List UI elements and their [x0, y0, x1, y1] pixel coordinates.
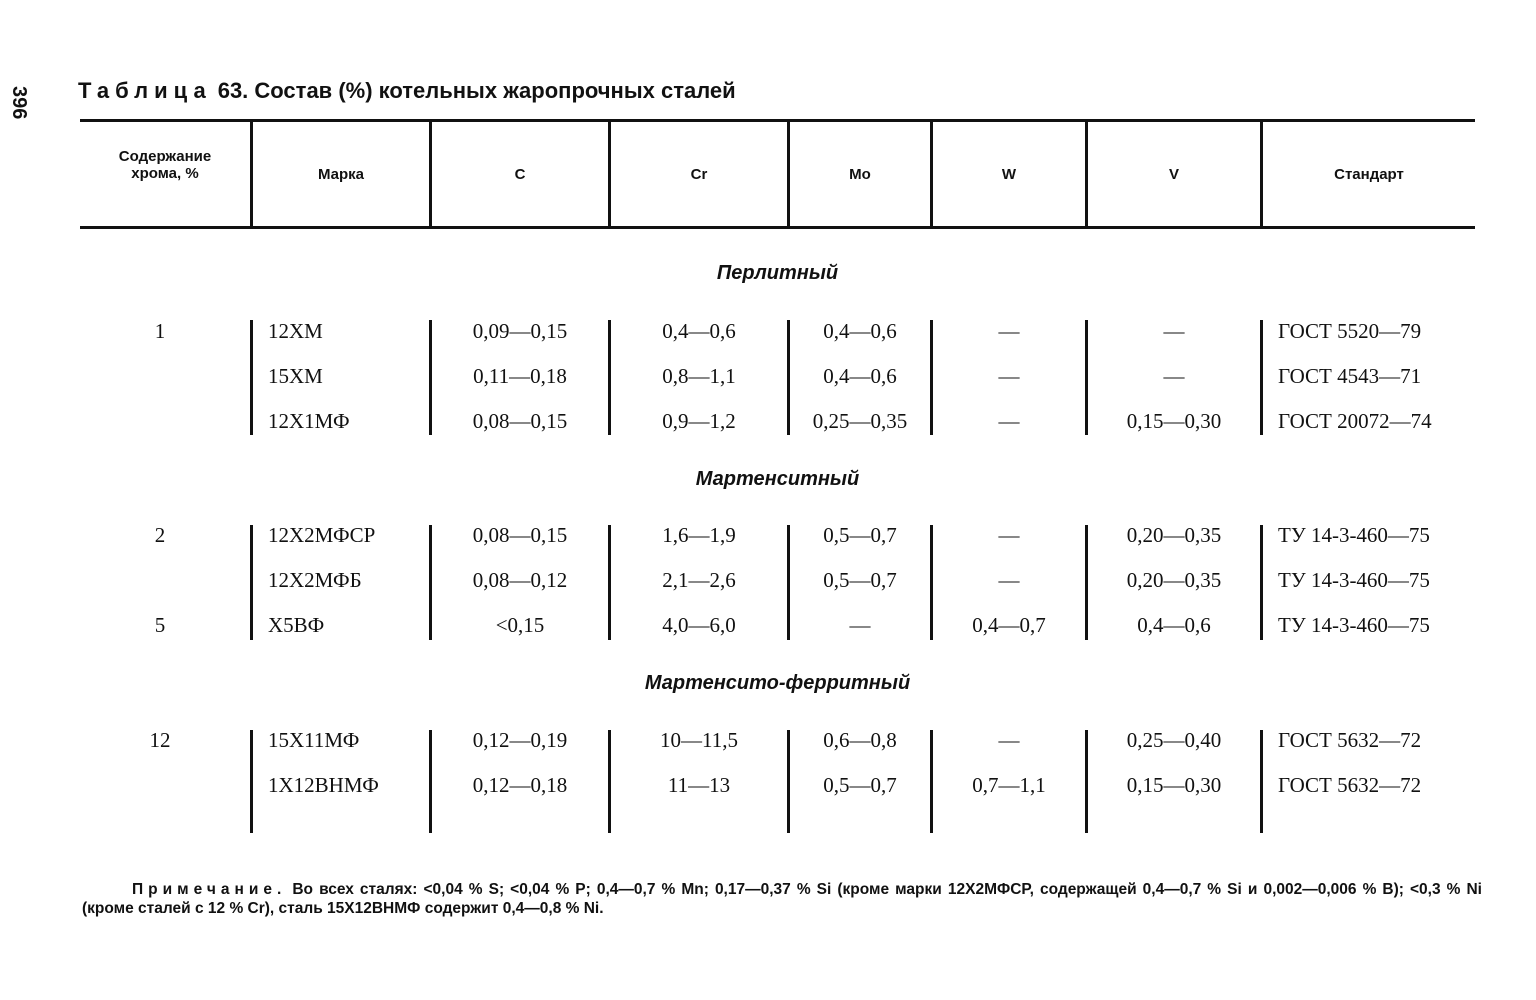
column-divider: [250, 320, 253, 435]
cell-chrome: [110, 406, 210, 436]
cell-standard: ТУ 14-3-460—75: [1278, 613, 1430, 637]
page-number: 396: [8, 86, 30, 120]
cell-w: —: [998, 319, 1020, 343]
cell-standard: ГОСТ 5632—72: [1278, 728, 1422, 752]
table-header-rule: [80, 226, 1475, 229]
header-chrome-content: [80, 148, 250, 182]
cell-w: —: [998, 364, 1020, 388]
cell-v: 0,15—0,30: [1126, 773, 1222, 797]
cell-c: <0,15: [495, 613, 545, 637]
cell-grade: 15Х11МФ: [268, 728, 360, 752]
cell-mo: 0,4—0,6: [823, 319, 897, 343]
header-cr: Cr: [690, 165, 708, 183]
cell-mo: 0,5—0,7: [823, 773, 897, 797]
header-w: W: [1001, 165, 1017, 183]
section-heading: Мартенситный: [695, 468, 860, 490]
cell-standard: ТУ 14-3-460—75: [1278, 523, 1430, 547]
cell-c: 0,11—0,18: [473, 364, 567, 388]
cell-grade: 12Х2МФСР: [268, 523, 376, 547]
cell-w: —: [998, 523, 1020, 547]
note-text: Во всех сталях: <0,04 % S; <0,04 % P; 0,4—0,7 % Mn; 0,17—0,37 % Si (кроме марки 12Х2МФСР, содержащей 0,4—0,7 % Si и 0,002—0,006 % B); <0,3 % Ni (кроме сталей с 12 % Cr), сталь 15Х12ВНМФ содержит 0,4—0,8 % Ni.: [82, 881, 1487, 917]
note-label: Примечание.: [132, 881, 287, 898]
cell-chrome: [110, 770, 210, 800]
cell-cr: 1,6—1,9: [662, 523, 736, 547]
cell-mo: 0,5—0,7: [823, 568, 897, 592]
cell-chrome: [110, 361, 210, 391]
cell-cr: 4,0—6,0: [662, 613, 736, 637]
cell-standard: ГОСТ 4543—71: [1278, 364, 1422, 388]
cell-c: 0,12—0,18: [472, 773, 568, 797]
cell-w: 0,4—0,7: [972, 613, 1046, 637]
cell-w: —: [998, 728, 1020, 752]
cell-grade: 1Х12ВНМФ: [268, 773, 379, 797]
cell-v: 0,15—0,30: [1126, 409, 1222, 433]
cell-v: —: [1163, 364, 1185, 388]
cell-mo: 0,5—0,7: [823, 523, 897, 547]
header-v: V: [1168, 165, 1179, 183]
cell-grade: 15ХМ: [268, 364, 323, 388]
cell-v: 0,20—0,35: [1126, 568, 1222, 592]
cell-standard: ГОСТ 5520—79: [1278, 319, 1422, 343]
cell-c: 0,08—0,15: [472, 523, 568, 547]
cell-grade: 12ХМ: [268, 319, 323, 343]
cell-chrome: [110, 565, 210, 595]
cell-cr: 0,8—1,1: [662, 364, 736, 388]
cell-cr: 11—13: [667, 773, 731, 797]
header-mo: Mo: [849, 165, 871, 183]
cell-c: 0,08—0,15: [472, 409, 568, 433]
cell-standard: ГОСТ 20072—74: [1278, 409, 1432, 433]
cell-cr: 10—11,5: [660, 728, 738, 752]
cell-chrome: 1: [154, 319, 166, 343]
cell-c: 0,08—0,12: [472, 568, 568, 592]
cell-w: —: [998, 568, 1020, 592]
cell-standard: ТУ 14-3-460—75: [1278, 568, 1430, 592]
cell-w: 0,7—1,1: [972, 773, 1046, 797]
header-chrome-line1: Содержание: [118, 148, 212, 165]
cell-cr: 2,1—2,6: [662, 568, 736, 592]
cell-v: 0,4—0,6: [1137, 613, 1211, 637]
column-divider: [250, 525, 253, 640]
cell-v: 0,20—0,35: [1126, 523, 1222, 547]
column-divider: [1260, 525, 1263, 640]
table-title-text: 63. Состав (%) котельных жаропрочных сталей: [217, 78, 736, 103]
cell-mo: 0,25—0,35: [812, 409, 908, 433]
cell-mo: 0,6—0,8: [823, 728, 897, 752]
header-c: C: [514, 165, 526, 183]
header-standard: Стандарт: [1334, 165, 1404, 183]
cell-chrome: 5: [154, 613, 166, 637]
cell-v: —: [1163, 319, 1185, 343]
cell-mo: 0,4—0,6: [823, 364, 897, 388]
table-note: [82, 880, 1487, 918]
cell-cr: 0,4—0,6: [662, 319, 736, 343]
cell-v: 0,25—0,40: [1126, 728, 1222, 752]
column-divider: [1260, 730, 1263, 833]
table-title: [78, 78, 736, 104]
cell-grade: Х5ВФ: [268, 613, 325, 637]
header-grade: Марка: [317, 165, 365, 183]
table-title-label: Таблица: [78, 78, 212, 103]
cell-c: 0,09—0,15: [472, 319, 568, 343]
cell-c: 0,12—0,19: [472, 728, 568, 752]
cell-cr: 0,9—1,2: [662, 409, 736, 433]
section-heading: Перлитный: [716, 262, 839, 284]
section-heading: Мартенсито-ферритный: [644, 672, 911, 694]
cell-standard: ГОСТ 5632—72: [1278, 773, 1422, 797]
column-divider: [250, 730, 253, 833]
cell-w: —: [998, 409, 1020, 433]
cell-grade: 12Х1МФ: [268, 409, 350, 433]
cell-mo: —: [849, 613, 871, 637]
cell-chrome: 2: [154, 523, 166, 547]
column-divider: [1260, 320, 1263, 435]
header-chrome-line2: хрома, %: [131, 165, 199, 182]
cell-grade: 12Х2МФБ: [268, 568, 362, 592]
cell-chrome: 12: [149, 728, 171, 752]
